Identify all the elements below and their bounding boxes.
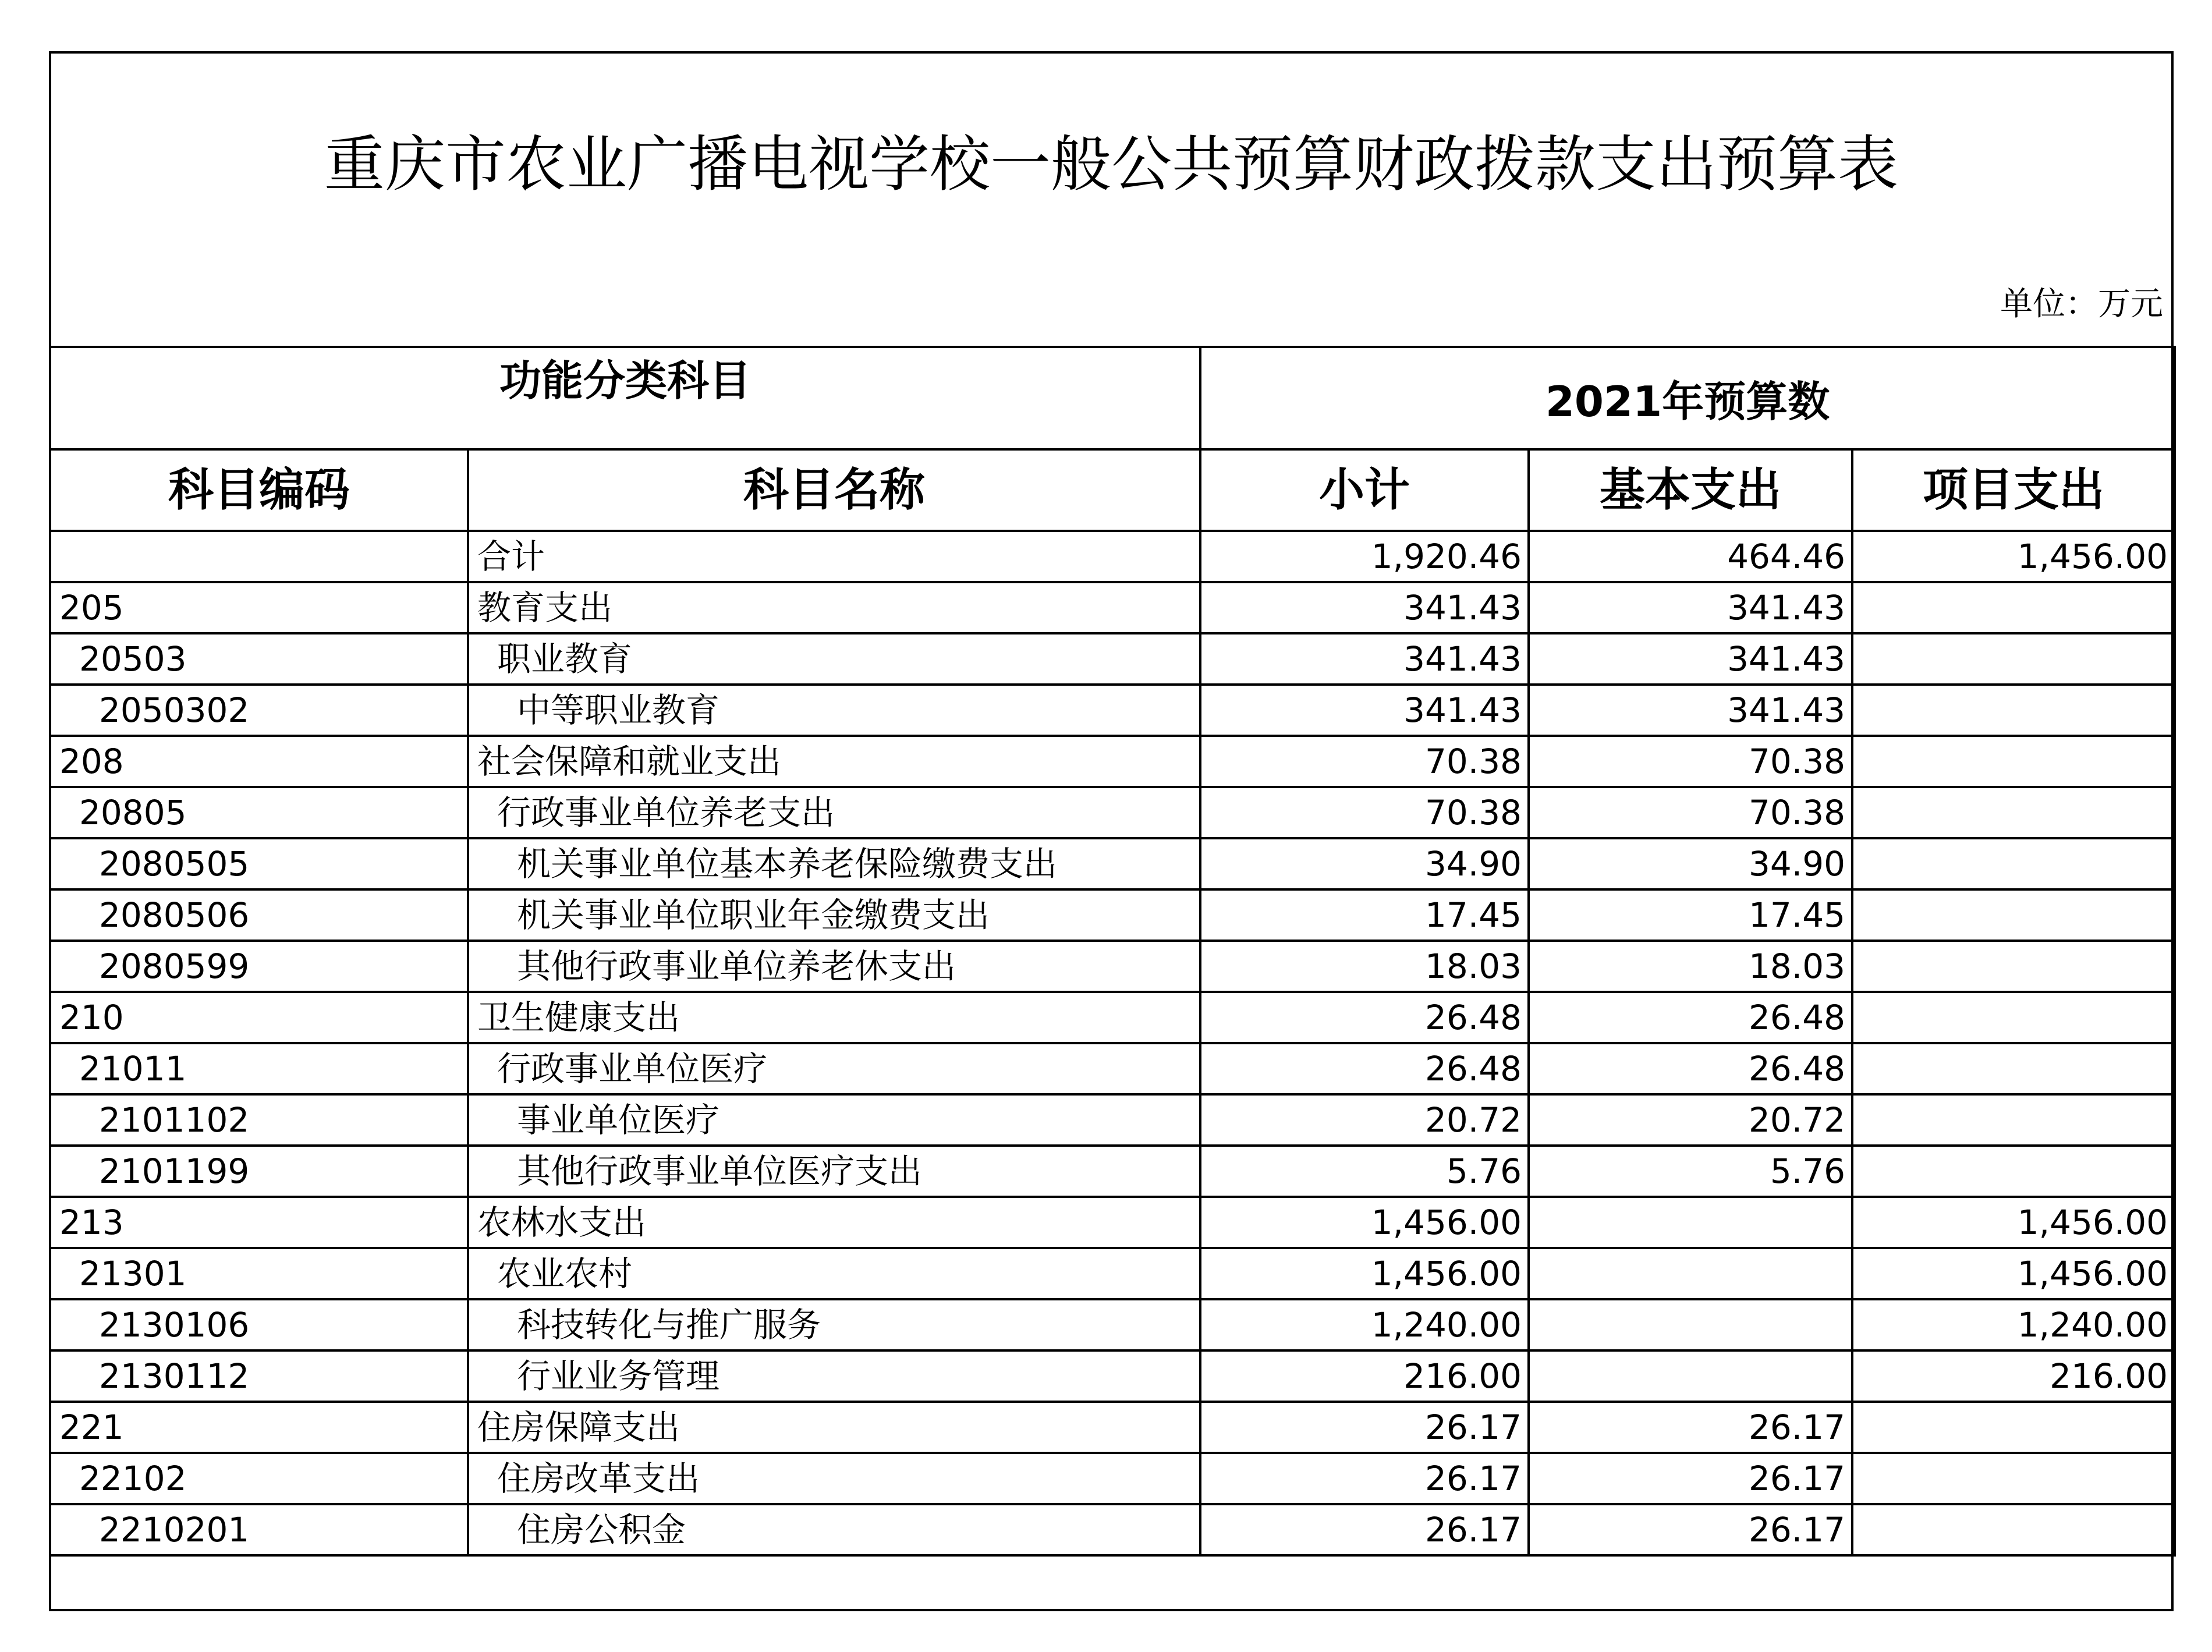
table-row bbox=[50, 1146, 2175, 1197]
cell-code: 2130112 bbox=[50, 1350, 468, 1402]
column-header-basic: 基本支出 bbox=[1529, 449, 1852, 531]
cell-basic: 34.90 bbox=[1529, 838, 1852, 889]
cell-code: 2101102 bbox=[50, 1094, 468, 1146]
cell-basic bbox=[1529, 1248, 1852, 1299]
cell-code: 221 bbox=[50, 1402, 468, 1453]
cell-name: 职业教育 bbox=[468, 633, 1200, 685]
cell-name: 合计 bbox=[468, 531, 1200, 582]
cell-subtotal: 1,920.46 bbox=[1200, 531, 1529, 582]
cell-name: 机关事业单位基本养老保险缴费支出 bbox=[468, 838, 1200, 889]
cell-code: 213 bbox=[50, 1197, 468, 1248]
cell-subtotal: 26.17 bbox=[1200, 1453, 1529, 1504]
table-row bbox=[50, 633, 2175, 685]
table-row bbox=[50, 531, 2175, 582]
cell-basic: 70.38 bbox=[1529, 787, 1852, 838]
cell-name: 其他行政事业单位养老休支出 bbox=[468, 941, 1200, 992]
cell-project bbox=[1852, 787, 2175, 838]
cell-code: 2050302 bbox=[50, 685, 468, 736]
table-row bbox=[50, 1248, 2175, 1299]
header-row-columns bbox=[50, 449, 2175, 531]
cell-name: 机关事业单位职业年金缴费支出 bbox=[468, 889, 1200, 941]
cell-name: 事业单位医疗 bbox=[468, 1094, 1200, 1146]
cell-name: 行政事业单位养老支出 bbox=[468, 787, 1200, 838]
header-row-group bbox=[50, 347, 2175, 449]
page-title: 重庆市农业广播电视学校一般公共预算财政拨款支出预算表 bbox=[324, 129, 1898, 200]
cell-project bbox=[1852, 1043, 2175, 1094]
cell-subtotal: 216.00 bbox=[1200, 1350, 1529, 1402]
cell-project bbox=[1852, 992, 2175, 1043]
table-row bbox=[50, 1350, 2175, 1402]
cell-subtotal: 70.38 bbox=[1200, 736, 1529, 787]
cell-code: 2210201 bbox=[50, 1504, 468, 1555]
column-header-name: 科目名称 bbox=[468, 449, 1200, 531]
table-row bbox=[50, 736, 2175, 787]
cell-basic bbox=[1529, 1197, 1852, 1248]
column-header-code: 科目编码 bbox=[50, 449, 468, 531]
cell-name: 农业农村 bbox=[468, 1248, 1200, 1299]
cell-project bbox=[1852, 1402, 2175, 1453]
cell-project: 1,456.00 bbox=[1852, 1248, 2175, 1299]
cell-subtotal: 18.03 bbox=[1200, 941, 1529, 992]
unit-label: 单位：万元 bbox=[2000, 285, 2163, 323]
cell-subtotal: 26.48 bbox=[1200, 992, 1529, 1043]
table-row bbox=[50, 685, 2175, 736]
cell-subtotal: 70.38 bbox=[1200, 787, 1529, 838]
cell-basic: 26.17 bbox=[1529, 1504, 1852, 1555]
cell-project bbox=[1852, 1504, 2175, 1555]
cell-code: 21301 bbox=[50, 1248, 468, 1299]
cell-name: 其他行政事业单位医疗支出 bbox=[468, 1146, 1200, 1197]
cell-basic: 20.72 bbox=[1529, 1094, 1852, 1146]
cell-basic: 26.48 bbox=[1529, 992, 1852, 1043]
cell-code: 2080599 bbox=[50, 941, 468, 992]
cell-name: 中等职业教育 bbox=[468, 685, 1200, 736]
table-row bbox=[50, 1453, 2175, 1504]
cell-basic bbox=[1529, 1350, 1852, 1402]
cell-code: 22102 bbox=[50, 1453, 468, 1504]
cell-project bbox=[1852, 1146, 2175, 1197]
cell-name: 教育支出 bbox=[468, 582, 1200, 633]
cell-project bbox=[1852, 685, 2175, 736]
cell-subtotal: 341.43 bbox=[1200, 633, 1529, 685]
cell-basic: 341.43 bbox=[1529, 582, 1852, 633]
function-class-header: 功能分类科目 bbox=[50, 347, 1200, 449]
cell-project: 216.00 bbox=[1852, 1350, 2175, 1402]
cell-subtotal: 1,456.00 bbox=[1200, 1248, 1529, 1299]
table-row bbox=[50, 1504, 2175, 1555]
table-row bbox=[50, 1402, 2175, 1453]
cell-project bbox=[1852, 1453, 2175, 1504]
table-row bbox=[50, 1197, 2175, 1248]
cell-project bbox=[1852, 1094, 2175, 1146]
cell-basic: 5.76 bbox=[1529, 1146, 1852, 1197]
cell-basic: 26.17 bbox=[1529, 1402, 1852, 1453]
column-header-subtotal: 小计 bbox=[1200, 449, 1529, 531]
cell-code: 2080506 bbox=[50, 889, 468, 941]
cell-subtotal: 17.45 bbox=[1200, 889, 1529, 941]
cell-code: 210 bbox=[50, 992, 468, 1043]
cell-name: 行政事业单位医疗 bbox=[468, 1043, 1200, 1094]
cell-subtotal: 26.17 bbox=[1200, 1402, 1529, 1453]
table-row bbox=[50, 582, 2175, 633]
cell-project bbox=[1852, 941, 2175, 992]
cell-basic: 70.38 bbox=[1529, 736, 1852, 787]
cell-basic: 26.48 bbox=[1529, 1043, 1852, 1094]
cell-code: 2130106 bbox=[50, 1299, 468, 1350]
cell-code: 20805 bbox=[50, 787, 468, 838]
cell-code: 20503 bbox=[50, 633, 468, 685]
cell-subtotal: 20.72 bbox=[1200, 1094, 1529, 1146]
cell-basic: 341.43 bbox=[1529, 685, 1852, 736]
table-row bbox=[50, 838, 2175, 889]
cell-subtotal: 1,240.00 bbox=[1200, 1299, 1529, 1350]
cell-code: 2101199 bbox=[50, 1146, 468, 1197]
table-row bbox=[50, 992, 2175, 1043]
cell-name: 住房保障支出 bbox=[468, 1402, 1200, 1453]
cell-name: 住房公积金 bbox=[468, 1504, 1200, 1555]
cell-name: 农林水支出 bbox=[468, 1197, 1200, 1248]
cell-project bbox=[1852, 736, 2175, 787]
cell-subtotal: 341.43 bbox=[1200, 685, 1529, 736]
budget-sheet bbox=[49, 51, 2174, 1611]
cell-code: 2080505 bbox=[50, 838, 468, 889]
table-row bbox=[50, 1043, 2175, 1094]
table-row bbox=[50, 1094, 2175, 1146]
cell-name: 行业业务管理 bbox=[468, 1350, 1200, 1402]
cell-project: 1,456.00 bbox=[1852, 1197, 2175, 1248]
cell-subtotal: 1,456.00 bbox=[1200, 1197, 1529, 1248]
cell-name: 卫生健康支出 bbox=[468, 992, 1200, 1043]
cell-code bbox=[50, 531, 468, 582]
cell-basic: 464.46 bbox=[1529, 531, 1852, 582]
cell-subtotal: 5.76 bbox=[1200, 1146, 1529, 1197]
cell-basic: 341.43 bbox=[1529, 633, 1852, 685]
cell-name: 住房改革支出 bbox=[468, 1453, 1200, 1504]
cell-project bbox=[1852, 889, 2175, 941]
cell-basic: 18.03 bbox=[1529, 941, 1852, 992]
cell-basic: 17.45 bbox=[1529, 889, 1852, 941]
cell-name: 社会保障和就业支出 bbox=[468, 736, 1200, 787]
table-row bbox=[50, 941, 2175, 992]
cell-subtotal: 26.17 bbox=[1200, 1504, 1529, 1555]
cell-subtotal: 26.48 bbox=[1200, 1043, 1529, 1094]
table-row bbox=[50, 889, 2175, 941]
cell-code: 208 bbox=[50, 736, 468, 787]
cell-basic bbox=[1529, 1299, 1852, 1350]
cell-name: 科技转化与推广服务 bbox=[468, 1299, 1200, 1350]
column-header-project: 项目支出 bbox=[1852, 449, 2175, 531]
cell-basic: 26.17 bbox=[1529, 1453, 1852, 1504]
cell-project bbox=[1852, 633, 2175, 685]
budget-table bbox=[49, 346, 2176, 1557]
cell-project: 1,456.00 bbox=[1852, 531, 2175, 582]
table-row bbox=[50, 1299, 2175, 1350]
cell-project: 1,240.00 bbox=[1852, 1299, 2175, 1350]
cell-project bbox=[1852, 838, 2175, 889]
cell-code: 21011 bbox=[50, 1043, 468, 1094]
table-row bbox=[50, 787, 2175, 838]
cell-code: 205 bbox=[50, 582, 468, 633]
cell-project bbox=[1852, 582, 2175, 633]
cell-subtotal: 34.90 bbox=[1200, 838, 1529, 889]
budget-year-header: 2021年预算数 bbox=[1200, 347, 2175, 449]
cell-subtotal: 341.43 bbox=[1200, 582, 1529, 633]
